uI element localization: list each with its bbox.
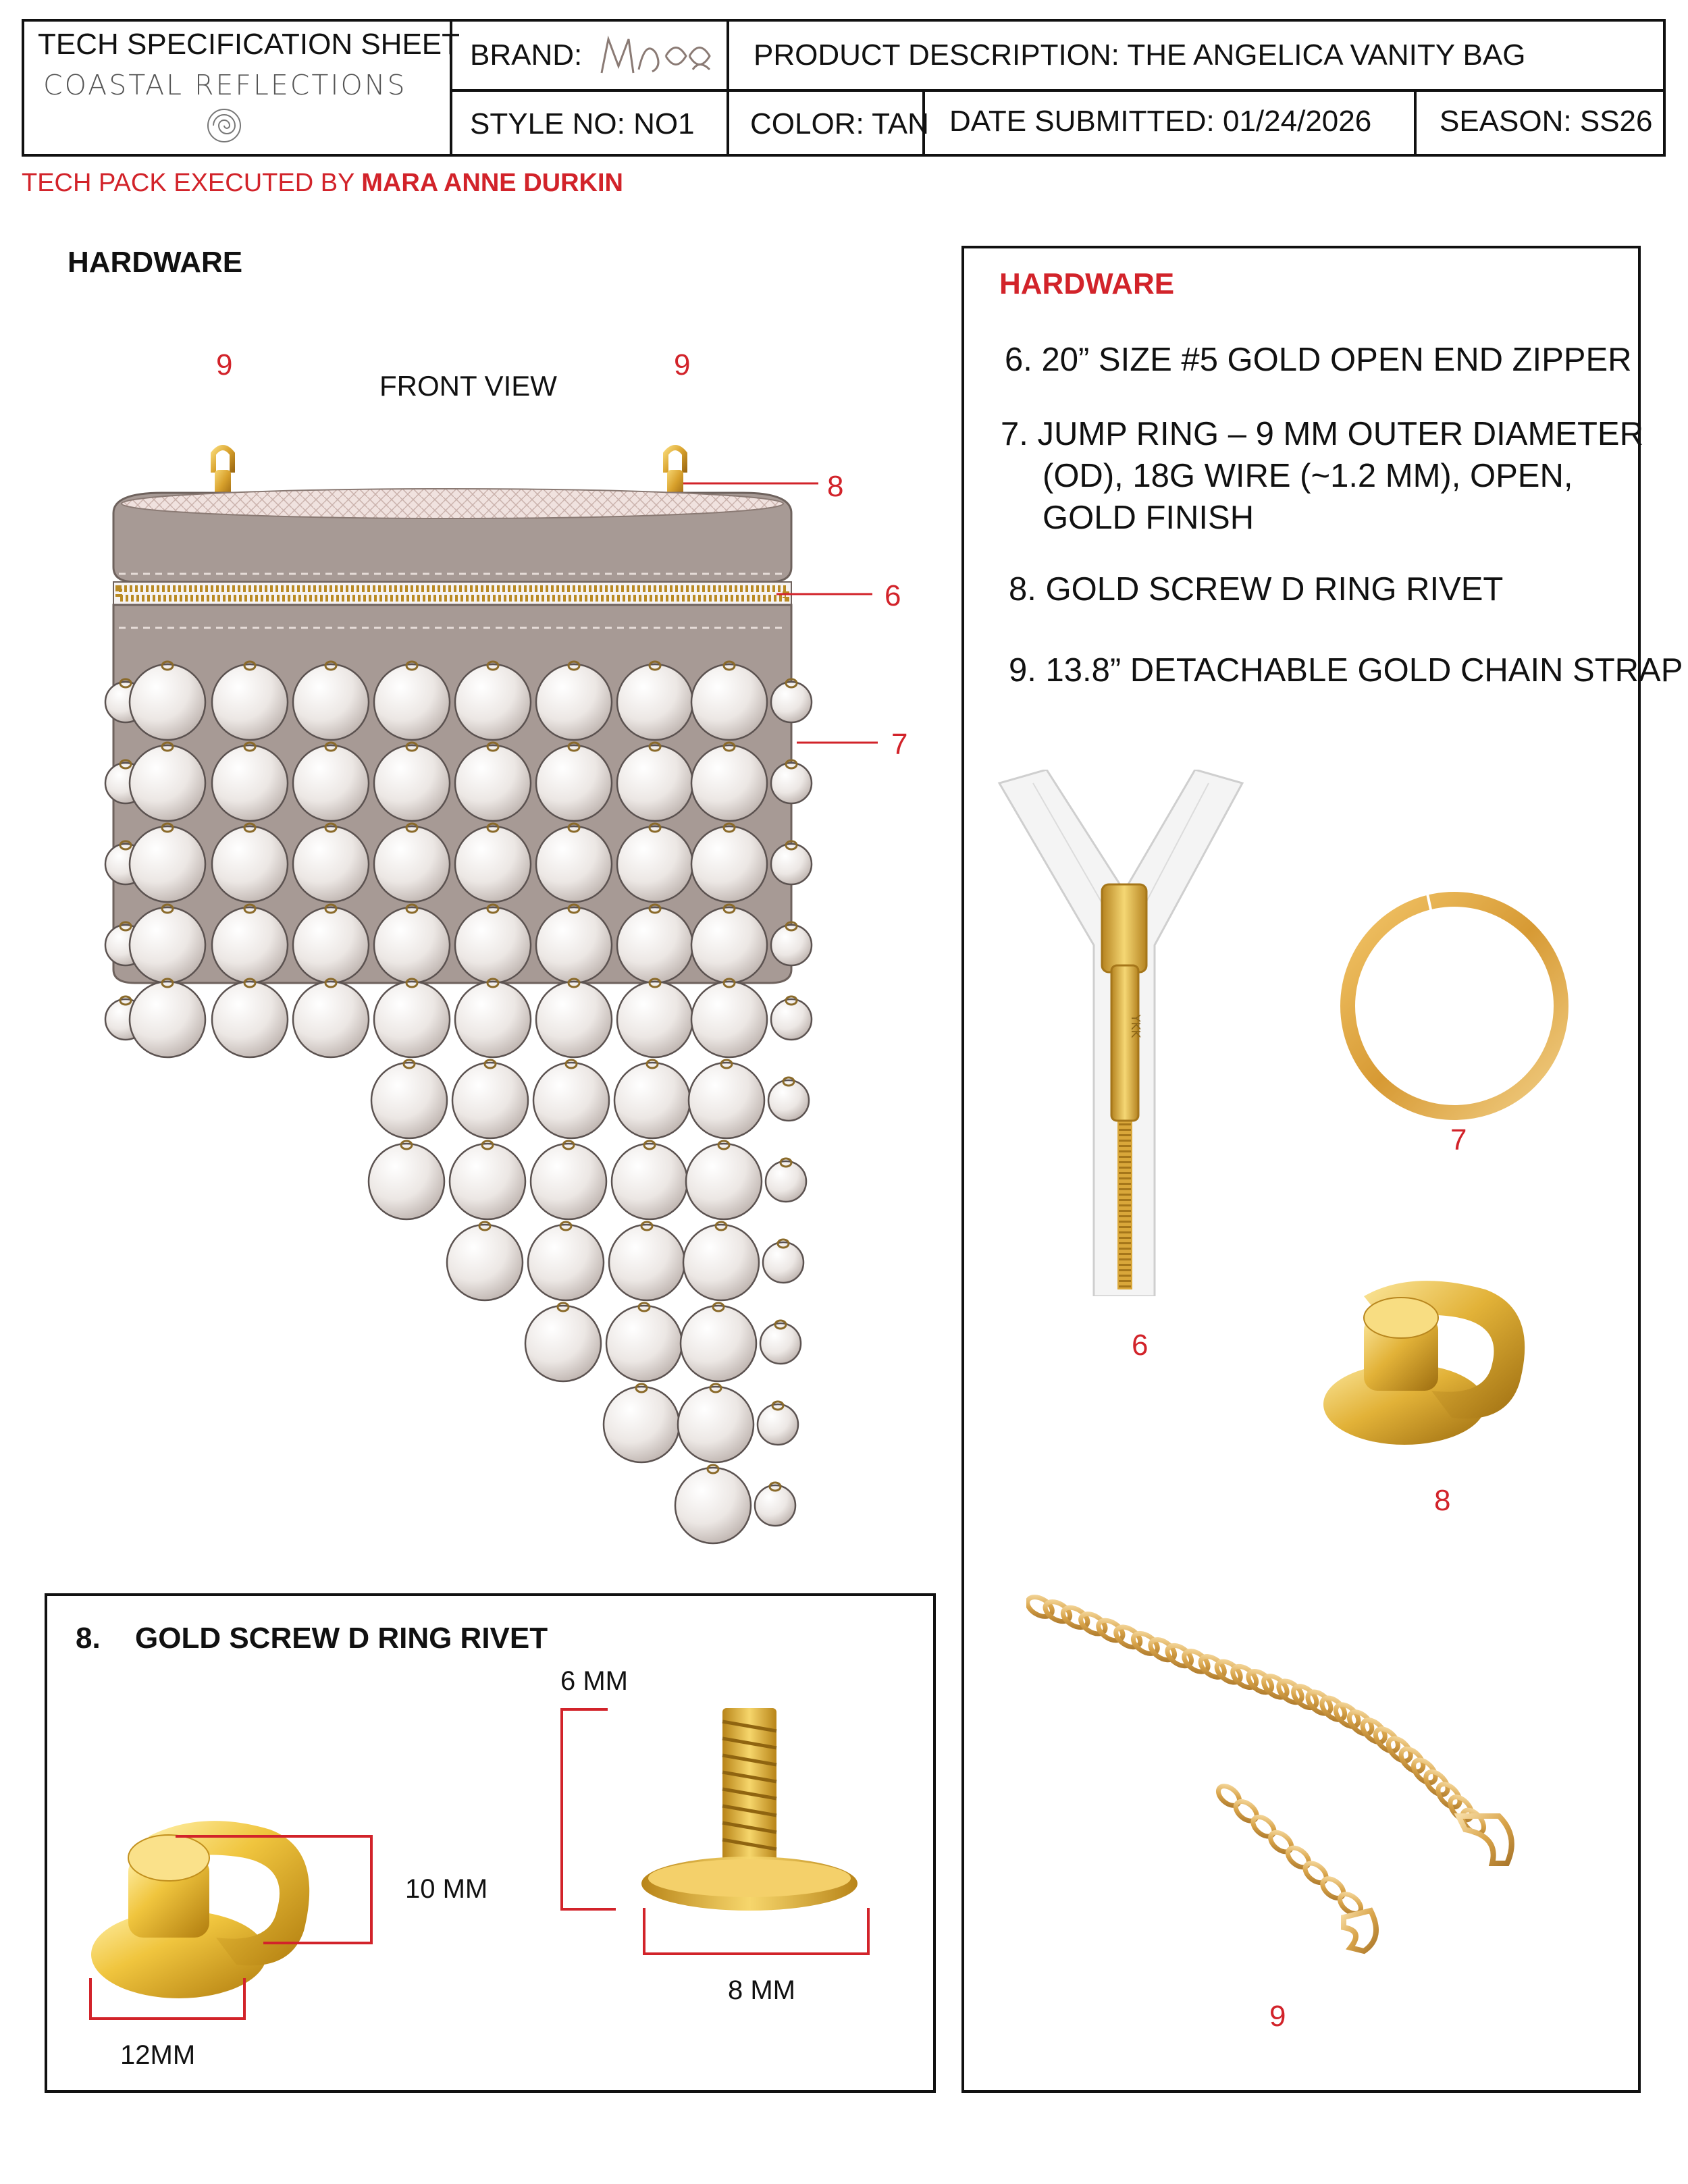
dim-10mm-side <box>370 1835 373 1944</box>
style-number: STYLE NO: NO1 <box>470 107 695 140</box>
sequin-disc <box>293 664 369 740</box>
zipper-photo <box>993 770 1249 1296</box>
sequin-disc <box>455 745 531 821</box>
sequin-disc <box>212 745 288 821</box>
dim-12mm-bottom <box>89 2017 246 2020</box>
chain-link <box>1250 1813 1278 1840</box>
sequin-disc <box>536 907 612 983</box>
image-label-9: 9 <box>1269 2000 1286 2033</box>
sequin-disc <box>212 907 288 983</box>
season: SEASON: SS26 <box>1440 105 1653 138</box>
rivet-left-icon <box>213 448 232 497</box>
sequin-disc <box>691 907 767 983</box>
sequin-disc <box>447 1225 523 1300</box>
section-title-hardware: HARDWARE <box>68 246 243 279</box>
sequin-disc <box>528 1225 604 1300</box>
sequin-disc <box>455 982 531 1057</box>
spec-item-6: 6. 20” SIZE #5 GOLD OPEN END ZIPPER <box>1005 342 1632 378</box>
sequin-disc <box>617 907 693 983</box>
sequin-disc <box>536 664 612 740</box>
credit-line: TECH PACK EXECUTED BY MARA ANNE DURKIN <box>22 169 623 197</box>
sequin-disc <box>374 745 450 821</box>
dim-8mm-bottom <box>643 1952 870 1955</box>
jump-ring-photo <box>1326 878 1583 1134</box>
sequin-disc <box>536 745 612 821</box>
sequin-disc <box>374 664 450 740</box>
sequin-disc <box>612 1144 687 1219</box>
chain-link <box>1318 1694 1349 1724</box>
rivet-photo <box>1317 1269 1560 1458</box>
sequin-disc <box>130 982 205 1057</box>
chain-link <box>1319 1875 1347 1902</box>
image-label-6: 6 <box>1132 1329 1149 1362</box>
sequin-disc <box>450 1144 525 1219</box>
sequin-disc <box>374 982 450 1057</box>
sequin-disc <box>609 1225 685 1300</box>
sequin-disc <box>533 1063 609 1138</box>
sequin-disc <box>683 1225 759 1300</box>
panel-title: HARDWARE <box>999 267 1175 300</box>
chain-link <box>1345 1708 1375 1738</box>
dim-screw-length-label: 6 MM <box>560 1666 628 1696</box>
sequin-disc <box>212 664 288 740</box>
dim-8mm-left <box>643 1908 645 1955</box>
sequin-disc <box>130 664 205 740</box>
chain-link <box>1304 1688 1335 1718</box>
sequin-disc <box>691 745 767 821</box>
callout-8: 8 <box>827 470 844 503</box>
sheet-title: TECH SPECIFICATION SHEET <box>38 28 460 61</box>
sequin-disc <box>374 826 450 902</box>
spec-item-7-line3: GOLD FINISH <box>1043 500 1255 536</box>
author-name: MARA ANNE DURKIN <box>361 169 623 197</box>
sequin-disc <box>691 982 767 1057</box>
sequin-disc <box>606 1306 682 1381</box>
sequin-disc <box>452 1063 528 1138</box>
sequin-disc <box>455 826 531 902</box>
sequin-disc <box>212 982 288 1057</box>
chain-links <box>1026 1593 1488 1917</box>
sequin-disc <box>455 907 531 983</box>
chain-link <box>1284 1844 1313 1871</box>
sequin-disc <box>455 664 531 740</box>
dim-10mm-bottom <box>263 1942 373 1944</box>
sequin-disc <box>525 1306 601 1381</box>
dim-width-label: 12MM <box>120 2040 196 2070</box>
sequin-disc <box>130 907 205 983</box>
chain-link <box>1232 1798 1261 1825</box>
sequin-disc <box>130 826 205 902</box>
sequin-disc <box>686 1144 762 1219</box>
product-description: PRODUCT DESCRIPTION: THE ANGELICA VANITY BAG <box>754 38 1526 72</box>
sequin-disc <box>371 1063 447 1138</box>
color-field: COLOR: TAN <box>750 107 929 140</box>
rivet-right-icon <box>666 448 685 497</box>
spec-item-7-line2: (OD), 18G WIRE (~1.2 MM), OPEN, <box>1043 458 1573 494</box>
sequin-disc <box>614 1063 690 1138</box>
bag-front-view <box>0 0 945 1553</box>
dim-10mm-top <box>176 1835 371 1838</box>
dim-6mm-side <box>560 1708 563 1911</box>
date-submitted: DATE SUBMITTED: 01/24/2026 <box>949 105 1372 138</box>
dim-8mm-right <box>867 1908 870 1955</box>
image-label-7: 7 <box>1450 1123 1467 1156</box>
sequin-disc <box>678 1387 754 1462</box>
dim-12mm-left <box>89 1978 92 2019</box>
sequin-disc <box>691 664 767 740</box>
callout-6: 6 <box>885 579 901 612</box>
sequin-disc <box>617 664 693 740</box>
sequin-disc <box>536 826 612 902</box>
dim-height-label: 10 MM <box>405 1874 488 1904</box>
chain-link <box>1331 1701 1363 1731</box>
image-label-8: 8 <box>1434 1484 1451 1517</box>
sequin-disc <box>130 745 205 821</box>
detail-title: GOLD SCREW D RING RIVET <box>135 1622 548 1655</box>
sequin-disc <box>617 826 693 902</box>
sequin-disc <box>617 982 693 1057</box>
dim-12mm-right <box>243 1978 246 2020</box>
brand-label: BRAND: <box>470 38 583 72</box>
sequin-disc <box>691 826 767 902</box>
chain-link <box>1302 1859 1330 1886</box>
zipper-brand-text: YKK <box>1128 1014 1142 1038</box>
sequin-disc <box>617 745 693 821</box>
chain-link <box>1215 1782 1243 1809</box>
callout-9-right: 9 <box>674 348 691 381</box>
sequin-disc <box>293 982 369 1057</box>
sequin-disc <box>675 1468 751 1543</box>
sequin-disc <box>536 982 612 1057</box>
front-view-label: FRONT VIEW <box>379 370 557 402</box>
spec-item-8: 8. GOLD SCREW D RING RIVET <box>1009 571 1504 608</box>
callout-7: 7 <box>891 728 908 761</box>
dim-base-label: 8 MM <box>728 1975 795 2005</box>
sequin-disc <box>293 907 369 983</box>
rivet-detail-image <box>88 1809 344 2012</box>
dim-6mm-bottom <box>560 1908 616 1911</box>
callout-9-left: 9 <box>216 348 233 381</box>
sequin-disc <box>531 1144 606 1219</box>
screw-detail-image <box>635 1701 864 1931</box>
spec-item-9: 9. 13.8” DETACHABLE GOLD CHAIN STRAP <box>1009 652 1683 689</box>
sequin-disc <box>604 1387 679 1462</box>
detail-number: 8. <box>76 1622 101 1655</box>
sequin-disc <box>293 826 369 902</box>
sequin-disc <box>681 1306 756 1381</box>
sequin-disc <box>293 745 369 821</box>
sequin-disc <box>689 1063 764 1138</box>
brand-line: COASTAL REFLECTIONS <box>43 69 407 101</box>
dim-6mm-top <box>560 1708 608 1711</box>
sequin-disc <box>212 826 288 902</box>
chain-link <box>1267 1829 1295 1856</box>
spec-item-7: 7. JUMP RING – 9 MM OUTER DIAMETER <box>1001 416 1643 452</box>
sequin-fringe <box>105 979 812 1553</box>
sequin-disc <box>374 907 450 983</box>
sequin-disc <box>369 1144 444 1219</box>
chain-strap-photo <box>1026 1593 1580 1958</box>
